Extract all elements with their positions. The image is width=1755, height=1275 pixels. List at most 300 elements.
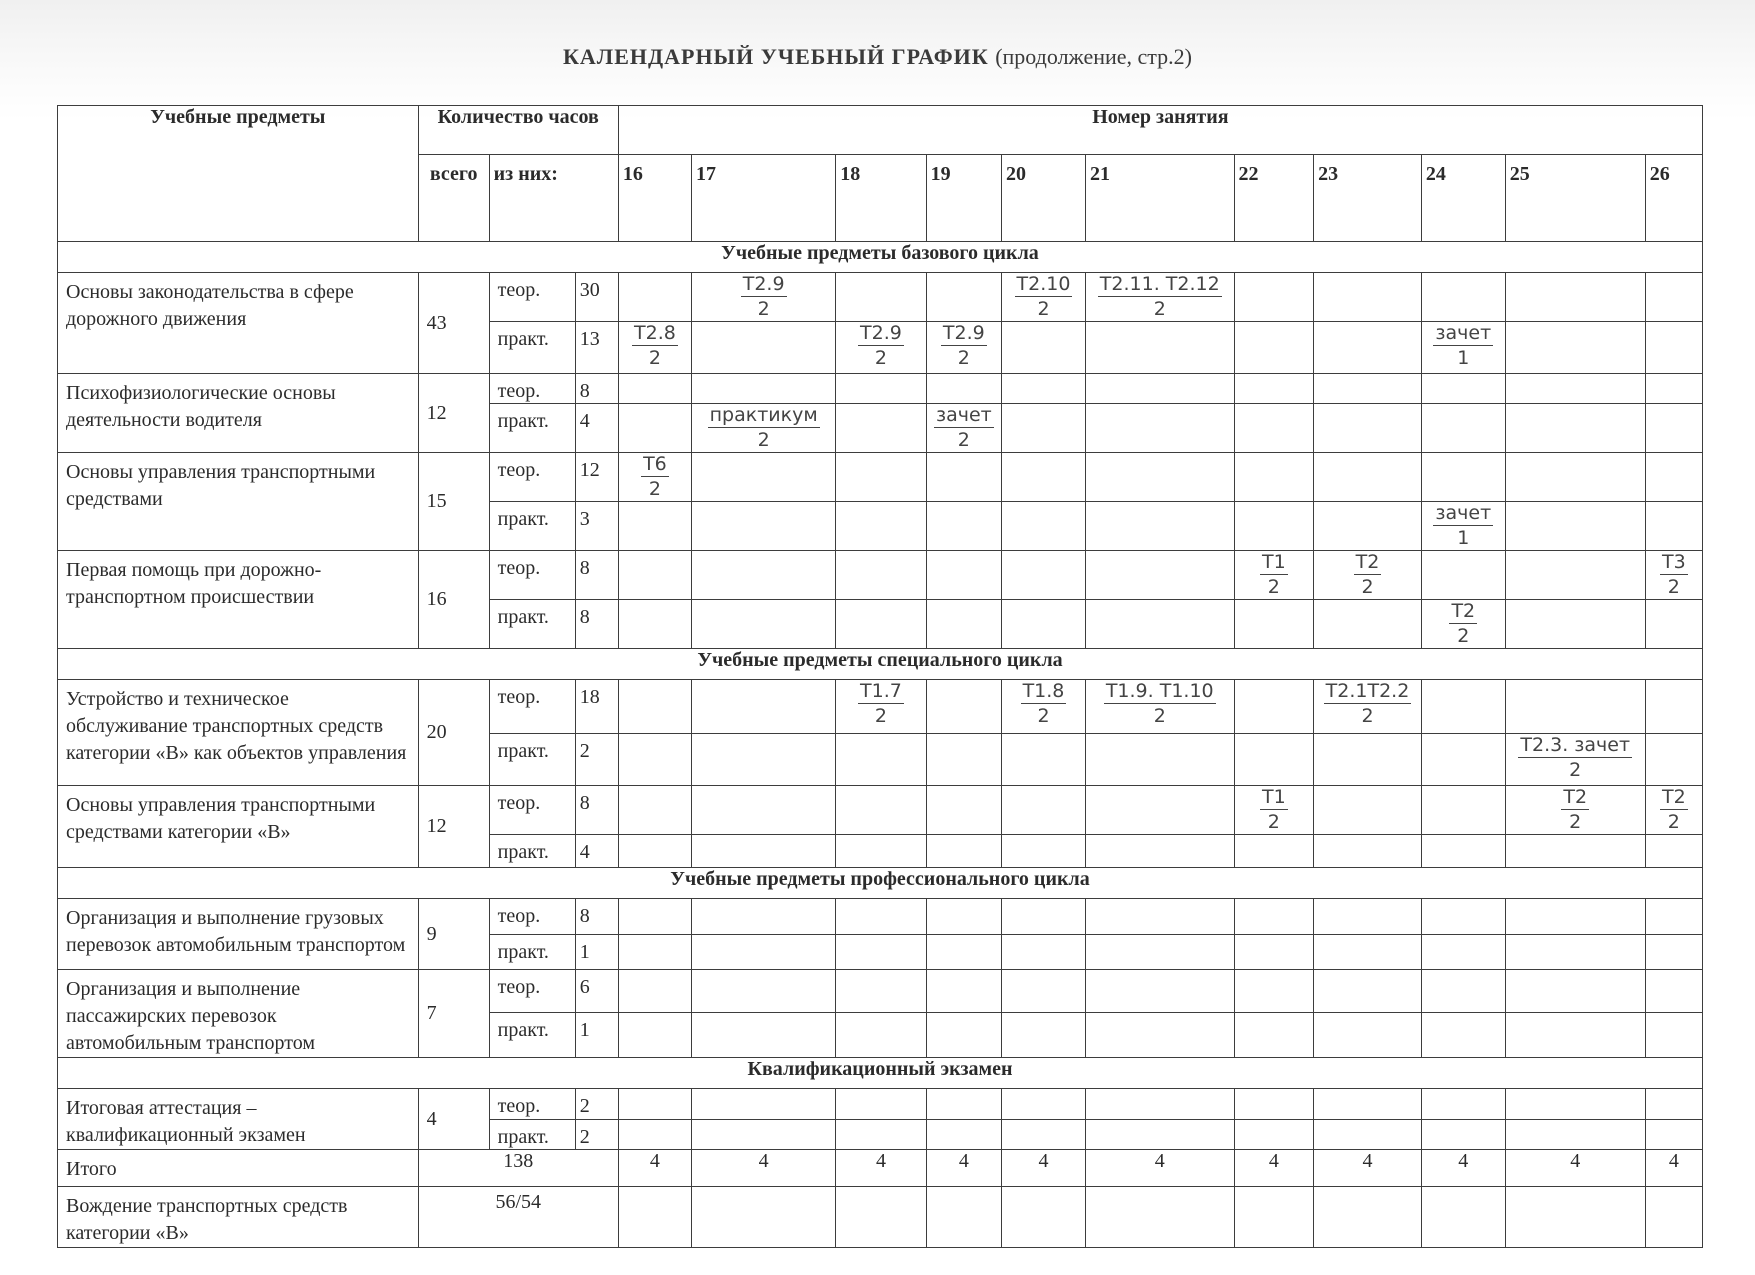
theory-hours: 6	[575, 970, 618, 1013]
lesson-cell	[692, 680, 836, 734]
lesson-cell	[1505, 273, 1645, 322]
kind-theory: теор.	[489, 453, 575, 502]
kind-practice: практ.	[489, 1119, 575, 1150]
kind-theory: теор.	[489, 374, 575, 404]
lesson-topic: Т2.9	[942, 322, 985, 344]
lesson-cell	[926, 404, 1001, 453]
lesson-cell	[1085, 404, 1234, 453]
lesson-cell	[1085, 551, 1234, 600]
lesson-hours: 2	[1037, 705, 1050, 727]
lesson-cell	[1505, 453, 1645, 502]
lesson-number-17: 17	[692, 155, 836, 242]
driving-lesson-cell	[618, 1187, 691, 1248]
lesson-cell	[618, 600, 691, 649]
title-subtitle: (продолжение, стр.2)	[995, 44, 1193, 69]
lesson-cell	[926, 1119, 1001, 1150]
lesson-cell	[1421, 502, 1505, 551]
subject-name: Организация и выполнение пассажирских перевозок автомобильным транспортом	[58, 970, 419, 1058]
lesson-cell	[926, 680, 1001, 734]
lesson-cell	[1234, 680, 1314, 734]
header-subjects: Учебные предметы	[58, 106, 419, 242]
driving-lesson-cell	[1421, 1187, 1505, 1248]
lesson-entry	[1660, 786, 1688, 834]
lesson-hours: 2	[757, 298, 770, 320]
subject-row-theory	[58, 899, 1703, 935]
lesson-entry	[1354, 551, 1382, 599]
lesson-entry	[941, 322, 987, 370]
lesson-cell	[1085, 600, 1234, 649]
lesson-cell	[1421, 1089, 1505, 1120]
lesson-hours: 2	[957, 347, 970, 369]
lesson-cell	[926, 551, 1001, 600]
lesson-cell	[836, 322, 926, 374]
lesson-cell	[1645, 1013, 1702, 1058]
driving-row	[58, 1187, 1703, 1248]
lesson-cell	[1314, 374, 1422, 404]
lesson-cell	[1085, 453, 1234, 502]
theory-hours: 30	[575, 273, 618, 322]
lesson-cell	[1085, 374, 1234, 404]
lesson-topic: Т2.9	[860, 322, 902, 344]
lesson-cell	[1002, 935, 1086, 970]
lesson-cell	[1234, 273, 1314, 322]
lesson-cell	[1645, 970, 1702, 1013]
kind-theory: теор.	[489, 551, 575, 600]
subject-row-theory	[58, 273, 1703, 322]
lesson-cell	[1085, 899, 1234, 935]
lesson-entry	[632, 322, 678, 370]
schedule-table	[57, 105, 1703, 1248]
lesson-cell	[1314, 404, 1422, 453]
lesson-cell	[1645, 374, 1702, 404]
lesson-number-23: 23	[1314, 155, 1422, 242]
header-lesson-number: Номер занятия	[618, 106, 1702, 155]
subject-row-theory	[58, 551, 1703, 600]
lesson-topic: Т3	[1662, 551, 1686, 573]
lesson-hours: 1	[1457, 347, 1470, 369]
lesson-cell	[1505, 502, 1645, 551]
lesson-number-22: 22	[1234, 155, 1314, 242]
lesson-cell	[618, 404, 691, 453]
section-row-base	[58, 242, 1703, 273]
lesson-topic: Т2	[1563, 786, 1588, 808]
lesson-hours: 1	[1457, 527, 1470, 549]
subject-total-hours: 12	[418, 374, 489, 453]
lesson-cell	[926, 734, 1001, 786]
lesson-topic: зачет	[1435, 502, 1492, 524]
lesson-cell	[836, 899, 926, 935]
totals-lesson-hours: 4	[1085, 1150, 1234, 1187]
lesson-cell	[1085, 970, 1234, 1013]
kind-theory: теор.	[489, 970, 575, 1013]
lesson-cell	[1234, 1089, 1314, 1120]
subject-row-theory	[58, 374, 1703, 404]
lesson-cell	[1002, 404, 1086, 453]
kind-practice: практ.	[489, 404, 575, 453]
kind-practice: практ.	[489, 734, 575, 786]
driving-lesson-cell	[1002, 1187, 1086, 1248]
lesson-cell	[618, 273, 691, 322]
lesson-cell	[1505, 680, 1645, 734]
lesson-cell	[1314, 1013, 1422, 1058]
lesson-cell	[1505, 1013, 1645, 1058]
lesson-cell	[1085, 322, 1234, 374]
lesson-entry	[1104, 680, 1216, 728]
lesson-cell	[1002, 600, 1086, 649]
lesson-cell	[836, 786, 926, 835]
lesson-cell	[692, 899, 836, 935]
driving-lesson-cell	[692, 1187, 836, 1248]
lesson-cell	[692, 374, 836, 404]
section-row-professional	[58, 868, 1703, 899]
lesson-topic: Т2.11. Т2.12	[1099, 273, 1220, 295]
lesson-cell	[1505, 322, 1645, 374]
lesson-cell	[1645, 899, 1702, 935]
lesson-cell	[836, 1089, 926, 1120]
kind-practice: практ.	[489, 600, 575, 649]
totals-lesson-hours: 4	[1421, 1150, 1505, 1187]
lesson-cell	[1505, 600, 1645, 649]
lesson-cell	[1314, 970, 1422, 1013]
lesson-number-24: 24	[1421, 155, 1505, 242]
lesson-cell	[692, 1089, 836, 1120]
lesson-cell	[1314, 322, 1422, 374]
lesson-cell	[618, 453, 691, 502]
lesson-cell	[1421, 374, 1505, 404]
lesson-cell	[1421, 1013, 1505, 1058]
lesson-entry	[1324, 680, 1412, 728]
lesson-cell	[1002, 273, 1086, 322]
lesson-cell	[1002, 835, 1086, 868]
lesson-cell	[926, 502, 1001, 551]
lesson-cell	[1234, 502, 1314, 551]
lesson-cell	[1234, 935, 1314, 970]
totals-label: Итого	[58, 1150, 419, 1187]
lesson-cell	[1505, 786, 1645, 835]
lesson-cell	[836, 1119, 926, 1150]
lesson-cell	[926, 899, 1001, 935]
lesson-cell	[1002, 1089, 1086, 1120]
totals-lesson-hours: 4	[618, 1150, 691, 1187]
lesson-cell	[926, 374, 1001, 404]
driving-value: 56/54	[418, 1187, 618, 1248]
subject-total-hours: 20	[418, 680, 489, 786]
driving-lesson-cell	[1085, 1187, 1234, 1248]
theory-hours: 8	[575, 374, 618, 404]
lesson-cell	[1085, 680, 1234, 734]
lesson-cell	[1505, 734, 1645, 786]
lesson-topic: Т2	[1451, 600, 1476, 622]
lesson-cell	[1505, 374, 1645, 404]
lesson-cell	[1314, 899, 1422, 935]
lesson-entry	[1518, 734, 1632, 782]
practice-hours: 1	[575, 1013, 618, 1058]
lesson-cell	[1645, 935, 1702, 970]
lesson-cell	[1421, 273, 1505, 322]
page-title	[0, 44, 1755, 70]
lesson-cell	[1085, 786, 1234, 835]
lesson-cell	[1085, 273, 1234, 322]
lesson-cell	[1421, 680, 1505, 734]
lesson-entry	[1260, 551, 1288, 599]
subject-row-theory	[58, 680, 1703, 734]
lesson-cell	[836, 374, 926, 404]
totals-sum: 138	[418, 1150, 618, 1187]
lesson-cell	[1421, 1119, 1505, 1150]
subject-name: Первая помощь при дорожно-транспортном происшествии	[58, 551, 419, 649]
lesson-cell	[1314, 551, 1422, 600]
driving-lesson-cell	[1645, 1187, 1702, 1248]
lesson-cell	[1085, 935, 1234, 970]
theory-hours: 2	[575, 1089, 618, 1120]
lesson-cell	[1645, 551, 1702, 600]
subject-name: Итоговая аттестация – квалификационный экзамен	[58, 1089, 419, 1150]
lesson-hours: 2	[1361, 705, 1374, 727]
section-title: Учебные предметы профессионального цикла	[58, 868, 1703, 899]
practice-hours: 2	[575, 1119, 618, 1150]
lesson-cell	[618, 1119, 691, 1150]
lesson-cell	[1234, 551, 1314, 600]
lesson-entry	[1098, 273, 1222, 321]
subject-total-hours: 16	[418, 551, 489, 649]
lesson-cell	[1002, 734, 1086, 786]
kind-theory: теор.	[489, 680, 575, 734]
subject-row-theory	[58, 453, 1703, 502]
lesson-cell	[692, 404, 836, 453]
lesson-cell	[836, 273, 926, 322]
driving-lesson-cell	[1314, 1187, 1422, 1248]
lesson-cell	[926, 935, 1001, 970]
lesson-cell	[692, 835, 836, 868]
lesson-entry	[1449, 600, 1477, 648]
driving-lesson-cell	[1505, 1187, 1645, 1248]
theory-hours: 8	[575, 786, 618, 835]
lesson-cell	[692, 273, 836, 322]
subject-name: Устройство и техническое обслуживание транспортных средств категории «В» как объектов управления	[58, 680, 419, 786]
lesson-entry	[741, 273, 787, 321]
lesson-cell	[926, 273, 1001, 322]
lesson-topic: Т2	[1355, 551, 1380, 573]
lesson-topic: Т1.9. Т1.10	[1105, 680, 1214, 702]
practice-hours: 4	[575, 835, 618, 868]
subject-total-hours: 43	[418, 273, 489, 374]
driving-lesson-cell	[836, 1187, 926, 1248]
theory-hours: 8	[575, 551, 618, 600]
lesson-hours: 2	[1667, 576, 1680, 598]
totals-lesson-hours: 4	[692, 1150, 836, 1187]
lesson-cell	[1002, 453, 1086, 502]
subject-name: Психофизиологические основы деятельности водителя	[58, 374, 419, 453]
totals-lesson-hours: 4	[1314, 1150, 1422, 1187]
title-main: КАЛЕНДАРНЫЙ УЧЕБНЫЙ ГРАФИК	[562, 44, 989, 69]
lesson-cell	[1234, 899, 1314, 935]
lesson-cell	[692, 734, 836, 786]
subject-name: Организация и выполнение грузовых перевозок автомобильным транспортом	[58, 899, 419, 970]
driving-lesson-cell	[1234, 1187, 1314, 1248]
subject-name: Основы управления транспортными средствами	[58, 453, 419, 551]
lesson-topic: Т2	[1662, 786, 1686, 808]
lesson-number-21: 21	[1085, 155, 1234, 242]
lesson-cell	[1234, 453, 1314, 502]
lesson-cell	[1645, 502, 1702, 551]
subject-row-theory	[58, 970, 1703, 1013]
lesson-cell	[1085, 1013, 1234, 1058]
section-title: Учебные предметы специального цикла	[58, 649, 1703, 680]
lesson-cell	[1002, 680, 1086, 734]
totals-lesson-hours: 4	[1505, 1150, 1645, 1187]
lesson-cell	[692, 935, 836, 970]
subject-row-theory	[58, 786, 1703, 835]
subject-total-hours: 9	[418, 899, 489, 970]
lesson-cell	[1505, 899, 1645, 935]
lesson-entry	[858, 680, 904, 728]
lesson-hours: 2	[1267, 576, 1280, 598]
lesson-topic: Т1.7	[860, 680, 902, 702]
lesson-cell	[692, 453, 836, 502]
lesson-cell	[618, 899, 691, 935]
theory-hours: 8	[575, 899, 618, 935]
lesson-entry	[1015, 273, 1073, 321]
lesson-cell	[1421, 786, 1505, 835]
lesson-hours: 2	[957, 429, 970, 451]
lesson-entry	[1561, 786, 1589, 834]
lesson-cell	[926, 786, 1001, 835]
subject-name: Основы управления транспортными средствами категории «В»	[58, 786, 419, 868]
lesson-number-16: 16	[618, 155, 691, 242]
lesson-topic: Т1.8	[1022, 680, 1065, 702]
header-hours: Количество часов	[418, 106, 618, 155]
lesson-cell	[836, 502, 926, 551]
lesson-cell	[618, 680, 691, 734]
lesson-cell	[618, 734, 691, 786]
lesson-cell	[1421, 970, 1505, 1013]
lesson-hours: 2	[1667, 811, 1680, 833]
lesson-number-18: 18	[836, 155, 926, 242]
lesson-cell	[618, 970, 691, 1013]
lesson-cell	[1085, 1119, 1234, 1150]
lesson-cell	[836, 404, 926, 453]
lesson-cell	[618, 502, 691, 551]
lesson-cell	[1234, 1119, 1314, 1150]
kind-theory: теор.	[489, 1089, 575, 1120]
lesson-cell	[1421, 404, 1505, 453]
lesson-cell	[1085, 835, 1234, 868]
lesson-topic: Т2.3. зачет	[1520, 734, 1631, 756]
lesson-cell	[1645, 1089, 1702, 1120]
lesson-cell	[618, 835, 691, 868]
section-row-exam	[58, 1058, 1703, 1089]
lesson-entry	[1433, 502, 1493, 550]
lesson-cell	[1314, 786, 1422, 835]
lesson-cell	[1085, 1089, 1234, 1120]
lesson-cell	[1314, 835, 1422, 868]
lesson-cell	[836, 835, 926, 868]
lesson-cell	[1002, 786, 1086, 835]
lesson-cell	[1314, 502, 1422, 551]
practice-hours: 2	[575, 734, 618, 786]
lesson-cell	[1645, 680, 1702, 734]
lesson-topic: практикум	[709, 404, 818, 426]
lesson-cell	[1421, 551, 1505, 600]
lesson-hours: 2	[757, 429, 770, 451]
lesson-cell	[1505, 970, 1645, 1013]
subject-total-hours: 7	[418, 970, 489, 1058]
lesson-cell	[1002, 1013, 1086, 1058]
lesson-cell	[1421, 935, 1505, 970]
lesson-cell	[1234, 835, 1314, 868]
lesson-topic: Т1	[1261, 551, 1286, 573]
lesson-cell	[1314, 935, 1422, 970]
totals-lesson-hours: 4	[1234, 1150, 1314, 1187]
lesson-cell	[1505, 1119, 1645, 1150]
driving-label: Вождение транспортных средств категории «В»	[58, 1187, 419, 1248]
lesson-cell	[1421, 322, 1505, 374]
lesson-entry	[1660, 551, 1688, 599]
lesson-cell	[1314, 273, 1422, 322]
lesson-cell	[836, 600, 926, 649]
lesson-number-25: 25	[1505, 155, 1645, 242]
subject-total-hours: 12	[418, 786, 489, 868]
lesson-cell	[926, 835, 1001, 868]
lesson-cell	[692, 322, 836, 374]
practice-hours: 13	[575, 322, 618, 374]
lesson-entry	[934, 404, 994, 452]
lesson-topic: Т1	[1261, 786, 1286, 808]
totals-lesson-hours: 4	[1645, 1150, 1702, 1187]
lesson-cell	[1421, 453, 1505, 502]
lesson-cell	[1314, 600, 1422, 649]
lesson-cell	[692, 502, 836, 551]
lesson-cell	[692, 600, 836, 649]
lesson-cell	[1314, 453, 1422, 502]
lesson-topic: зачет	[1435, 322, 1492, 344]
lesson-cell	[1645, 734, 1702, 786]
lesson-hours: 2	[1361, 576, 1374, 598]
lesson-cell	[1505, 551, 1645, 600]
section-title: Учебные предметы базового цикла	[58, 242, 1703, 273]
lesson-hours: 2	[874, 347, 887, 369]
practice-hours: 4	[575, 404, 618, 453]
lesson-hours: 2	[648, 347, 661, 369]
lesson-cell	[618, 1089, 691, 1120]
lesson-cell	[1314, 734, 1422, 786]
practice-hours: 1	[575, 935, 618, 970]
lesson-cell	[1314, 680, 1422, 734]
lesson-cell	[1505, 935, 1645, 970]
lesson-cell	[618, 1013, 691, 1058]
lesson-cell	[1645, 404, 1702, 453]
lesson-cell	[1234, 786, 1314, 835]
lesson-cell	[1234, 734, 1314, 786]
lesson-topic: зачет	[935, 404, 992, 426]
lesson-topic: Т6	[643, 453, 667, 475]
lesson-cell	[836, 734, 926, 786]
subject-name: Основы законодательства в сфере дорожного движения	[58, 273, 419, 374]
lesson-cell	[926, 600, 1001, 649]
lesson-cell	[692, 970, 836, 1013]
lesson-cell	[692, 551, 836, 600]
subject-total-hours: 15	[418, 453, 489, 551]
lesson-cell	[1645, 453, 1702, 502]
lesson-entry	[858, 322, 904, 370]
kind-practice: практ.	[489, 502, 575, 551]
lesson-cell	[836, 453, 926, 502]
lesson-cell	[1645, 273, 1702, 322]
kind-theory: теор.	[489, 273, 575, 322]
lesson-cell	[1505, 835, 1645, 868]
lesson-cell	[836, 1013, 926, 1058]
lesson-hours: 2	[1569, 759, 1582, 781]
